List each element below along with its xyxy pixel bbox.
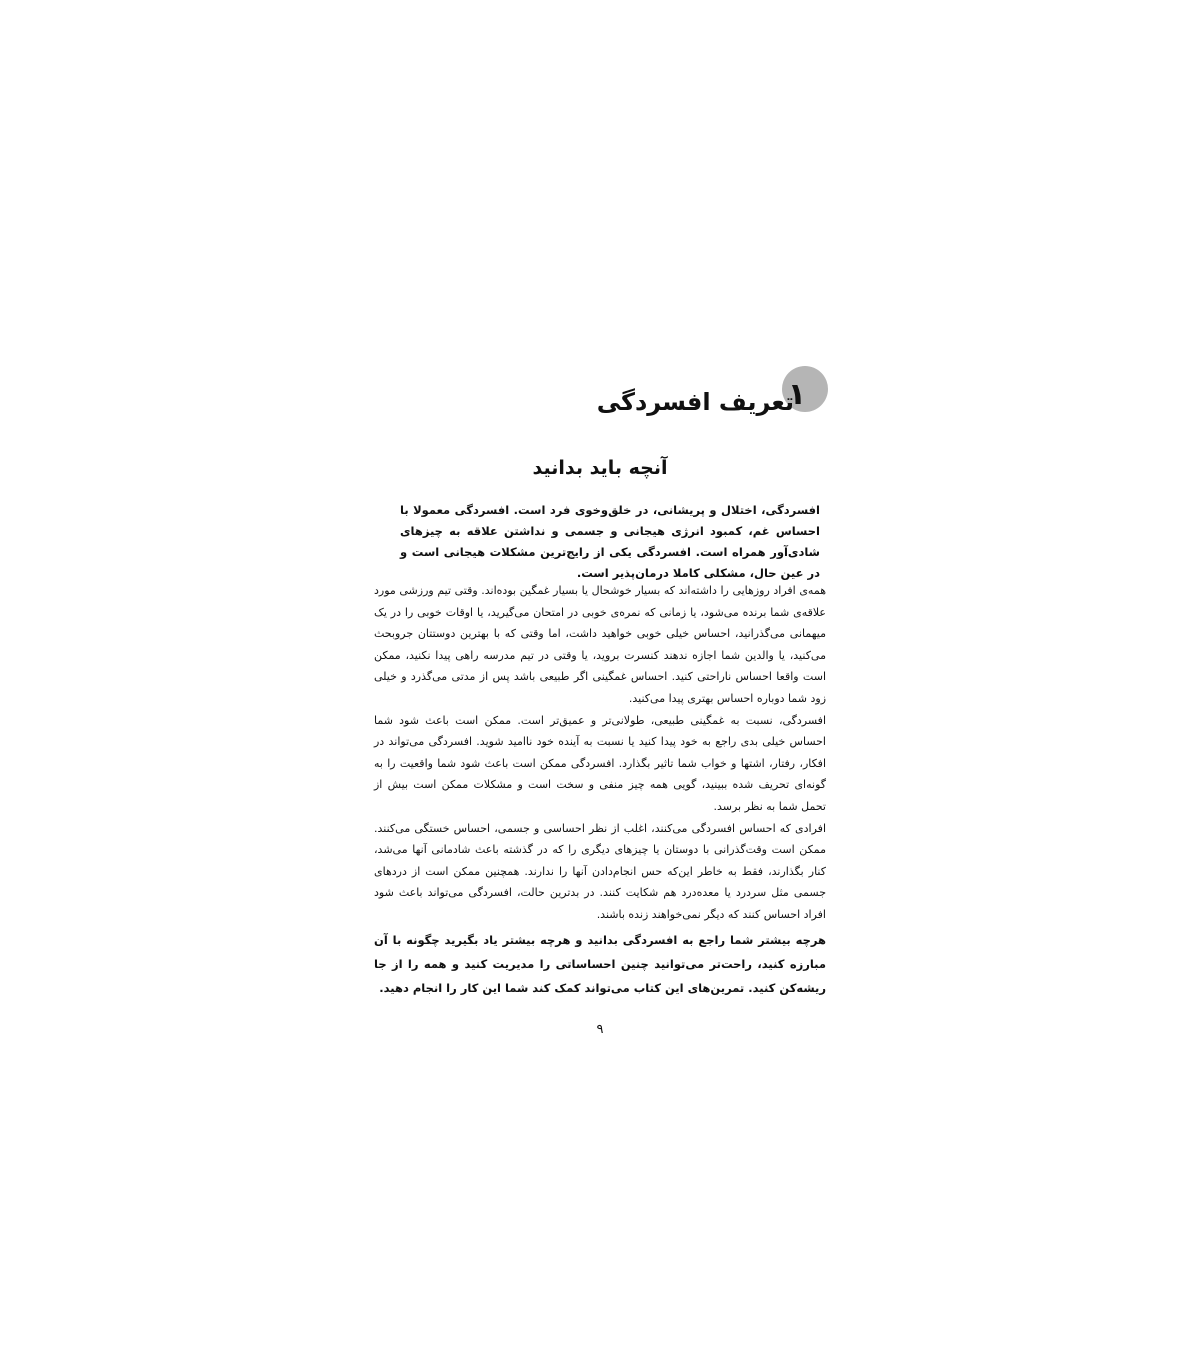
intro-summary: افسردگی، اختلال و پریشانی، در خلق‌وخوی فرد است. افسردگی معمولا با احساس غم، کمبود انرژی هیجانی و جسمی و نداشتن علاقه به چیزهای شادی‌آور همراه است. افسردگی یکی از رایج‌ترین مشکلات هیجانی است و در عین حال، مشکلی کاملا درمان‌پذیر است. xyxy=(400,503,820,580)
section-title: آنچه باید بدانید xyxy=(532,457,668,479)
chapter-title: تعریف افسردگی xyxy=(596,388,794,416)
body-paragraph: افرادی که احساس افسردگی می‌کنند، اغلب از نظر احساسی و جسمی، احساس خستگی می‌کنند. ممکن است وقت‌گذرانی با دوستان یا چیزهای دیگری را که در گذشته باعث شادمانی آنها می‌شد، کنار بگذارند، فقط به خاطر این‌که حس انجام‌دادن آنها را ندارند. همچنین ممکن است از دردهای جسمی مثل سردرد یا معده‌درد هم شکایت کنند. در بدترین حالت، افسردگی می‌تواند باعث شود افراد احساس کنند که دیگر نمی‌خواهند زنده باشند. xyxy=(374,821,826,921)
chapter-number: ۱ xyxy=(787,377,806,412)
body-text xyxy=(374,580,826,1000)
page-number: ۹ xyxy=(596,1022,604,1037)
body-paragraph: همه‌ی افراد روزهایی را داشته‌اند که بسیار خوشحال یا بسیار غمگین بوده‌اند. وقتی تیم ورزشی مورد علاقه‌ی شما برنده می‌شود، یا زمانی که نمره‌ی خوبی در امتحان می‌گیرید، یا اوقات خوبی را در یک میهمانی می‌گذرانید، احساس خیلی خوبی خواهید داشت، اما وقتی که با بهترین دوستتان جروبحث می‌کنید، یا والدین شما اجازه ندهند کنسرت بروید، یا وقتی در تیم مدرسه راهی پیدا نکنید، ممکن است واقعا احساس ناراحتی کنید. احساس غمگینی اگر طبیعی باشد پس از مدتی می‌گذرد و خیلی زود شما دوباره احساس بهتری پیدا می‌کنید. xyxy=(374,584,826,705)
closing-emphasis-paragraph: هرچه بیشتر شما راجع به افسردگی بدانید و هرچه بیشتر یاد بگیرید چگونه با آن مبارزه کنید، راحت‌تر می‌توانید چنین احساساتی را مدیریت کنید و همه را از جا ریشه‌کن کنید. تمرین‌های این کتاب می‌تواند کمک کند شما این کار را انجام دهید. xyxy=(374,932,826,995)
chapter-header xyxy=(596,366,830,426)
body-paragraph: افسردگی، نسبت به غمگینی طبیعی، طولانی‌تر و عمیق‌تر است. ممکن است باعث شود شما احساس خیلی بدی راجع به خود پیدا کنید یا نسبت به آینده خود ناامید شوید. افسردگی می‌تواند در افکار، رفتار، اشتها و خواب شما تاثیر بگذارد. افسردگی ممکن است باعث شود شما واقعیت را به گونه‌ای تحریف شده ببینید، گویی همه چیز منفی و سخت است و مشکلات ممکن است بیش از تحمل شما به نظر برسد. xyxy=(374,713,826,813)
